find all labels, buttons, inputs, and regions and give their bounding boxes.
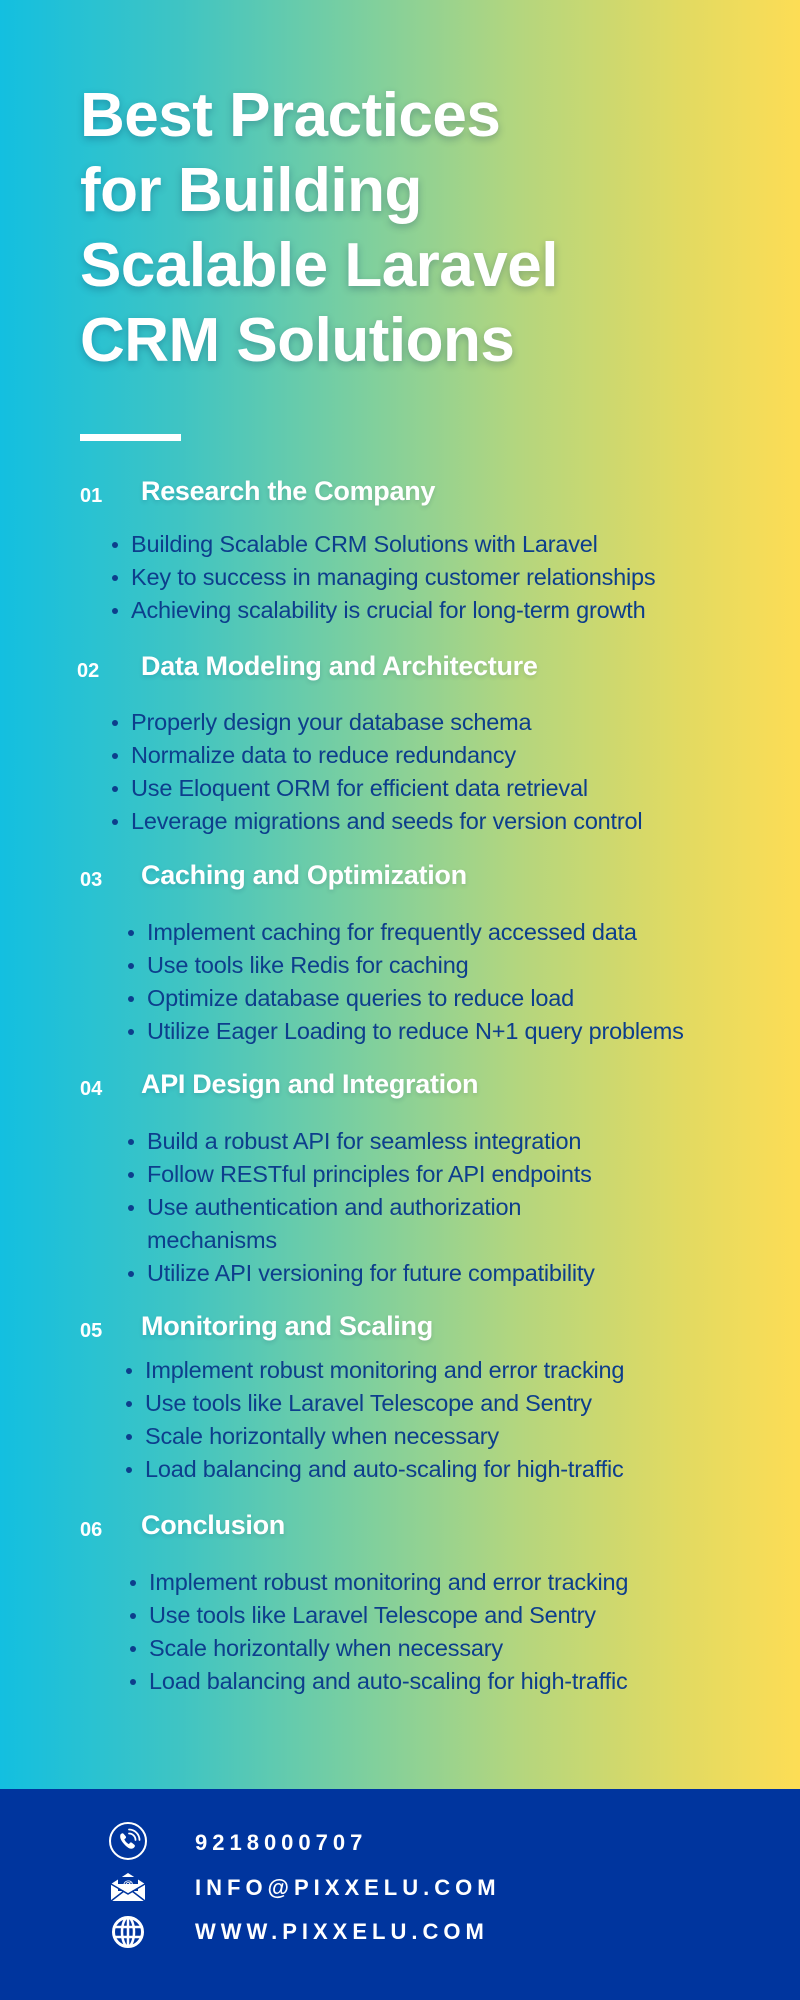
list-item: Load balancing and auto-scaling for high-traffic [149, 1665, 800, 1698]
list-item: Implement caching for frequently accessed data [147, 916, 800, 949]
section-api-design [0, 1069, 800, 1290]
list-item: Key to success in managing customer relationships [131, 561, 800, 594]
email-icon [107, 1866, 149, 1908]
page-title [80, 78, 558, 378]
title-line-3: Scalable Laravel [80, 231, 558, 300]
list-item: Scale horizontally when necessary [149, 1632, 800, 1665]
section-heading [0, 651, 800, 687]
website-url[interactable]: WWW.PIXXELU.COM [195, 1919, 489, 1944]
section-number: 03 [80, 869, 103, 891]
list-item: Optimize database queries to reduce load [147, 982, 800, 1015]
section-heading [0, 1069, 800, 1105]
phone-number[interactable]: 9218000707 [195, 1830, 368, 1855]
globe-icon [107, 1911, 149, 1953]
list-item: Leverage migrations and seeds for version control [131, 805, 800, 838]
list-item: Implement robust monitoring and error tracking [145, 1354, 800, 1387]
list-item: Building Scalable CRM Solutions with Laravel [131, 528, 800, 561]
contact-website [0, 1912, 800, 1952]
email-address[interactable]: INFO@PIXXELU.COM [195, 1875, 501, 1900]
section-heading [0, 860, 800, 896]
contact-footer [0, 1789, 800, 2000]
list-item: Utilize Eager Loading to reduce N+1 query problems [147, 1015, 800, 1048]
list-item: Achieving scalability is crucial for long-term growth [131, 594, 800, 627]
list-item: Use authentication and authorization mechanisms [147, 1191, 587, 1257]
bullet-list [0, 1566, 800, 1698]
section-number: 01 [80, 485, 103, 507]
section-number: 02 [77, 660, 100, 682]
section-title: Monitoring and Scaling [141, 1311, 433, 1341]
section-monitoring-scaling [0, 1311, 800, 1486]
section-conclusion [0, 1510, 800, 1698]
bullet-list [0, 916, 800, 1048]
list-item: Normalize data to reduce redundancy [131, 739, 800, 772]
section-title: Caching and Optimization [141, 860, 467, 890]
list-item: Use tools like Laravel Telescope and Sentry [149, 1599, 800, 1632]
list-item: Use Eloquent ORM for efficient data retrieval [131, 772, 800, 805]
section-number: 05 [80, 1320, 103, 1342]
list-item: Build a robust API for seamless integration [147, 1125, 587, 1158]
list-item: Properly design your database schema [131, 706, 800, 739]
bullet-list [0, 706, 800, 838]
section-heading [0, 476, 800, 512]
section-data-modeling [0, 651, 800, 838]
section-heading [0, 1311, 800, 1347]
section-title: API Design and Integration [141, 1069, 479, 1099]
section-title: Conclusion [141, 1510, 285, 1540]
list-item: Implement robust monitoring and error tracking [149, 1566, 800, 1599]
contact-email [0, 1867, 800, 1907]
section-title: Data Modeling and Architecture [141, 651, 538, 681]
section-heading [0, 1510, 800, 1546]
contact-phone [0, 1822, 800, 1862]
phone-icon [107, 1820, 149, 1862]
section-research-the-company [0, 476, 800, 627]
section-title: Research the Company [141, 476, 436, 506]
section-caching-optimization [0, 860, 800, 1048]
title-line-2: for Building [80, 156, 422, 225]
title-line-4: CRM Solutions [80, 306, 515, 375]
list-item: Scale horizontally when necessary [145, 1420, 800, 1453]
list-item: Utilize API versioning for future compatibility [147, 1257, 587, 1290]
bullet-list [0, 1125, 595, 1290]
title-line-1: Best Practices [80, 81, 501, 150]
section-number: 06 [80, 1519, 103, 1541]
list-item: Load balancing and auto-scaling for high-traffic [145, 1453, 800, 1486]
bullet-list [0, 1354, 800, 1486]
list-item: Follow RESTful principles for API endpoints [147, 1158, 587, 1191]
bullet-list [0, 528, 800, 627]
title-divider [80, 434, 181, 441]
list-item: Use tools like Laravel Telescope and Sentry [145, 1387, 800, 1420]
list-item: Use tools like Redis for caching [147, 949, 800, 982]
section-number: 04 [80, 1078, 103, 1100]
